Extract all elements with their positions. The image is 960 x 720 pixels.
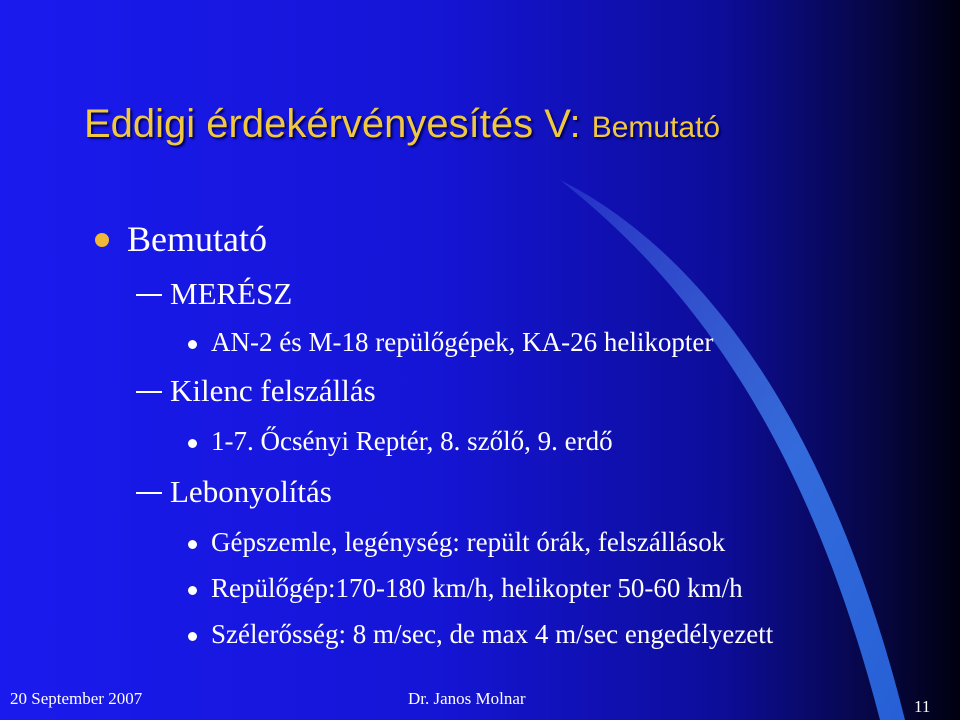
bullet-dot-icon	[188, 632, 197, 641]
title-sub: Bemutató	[591, 111, 721, 144]
bullet-dot-icon	[188, 540, 197, 549]
bullet-dot-icon	[188, 439, 197, 448]
detail-text: Repülőgép:170-180 km/h, helikopter 50-60 km/h	[211, 573, 743, 603]
detail-text: Gépszemle, legénység: repült órák, felszállások	[211, 527, 726, 557]
detail-text: Szélerősség: 8 m/sec, de max 4 m/sec engedélyezett	[211, 619, 774, 649]
bullet-dot-icon	[95, 233, 109, 247]
dash-icon	[136, 294, 162, 296]
title-main: Eddigi érdekérvényesítés V:	[84, 102, 581, 146]
subbullet-text: Lebonyolítás	[170, 474, 332, 509]
subbullet-text: MERÉSZ	[170, 276, 293, 311]
subbullet-text: Kilenc felszállás	[170, 373, 376, 408]
detail-text: 1-7. Őcsényi Reptér, 8. szőlő, 9. erdő	[211, 426, 613, 456]
footer-date: 20 September 2007	[10, 689, 143, 708]
bullet-text: Bemutató	[127, 219, 267, 259]
slide-number: 11	[914, 697, 931, 716]
dash-icon	[136, 492, 162, 494]
dash-icon	[136, 391, 162, 393]
footer-author: Dr. Janos Molnar	[408, 689, 526, 708]
bullet-dot-icon	[188, 586, 197, 595]
detail-text: AN-2 és M-18 repülőgépek, KA-26 helikopter	[211, 327, 714, 357]
bullet-dot-icon	[188, 340, 197, 349]
slide-title	[84, 102, 720, 147]
